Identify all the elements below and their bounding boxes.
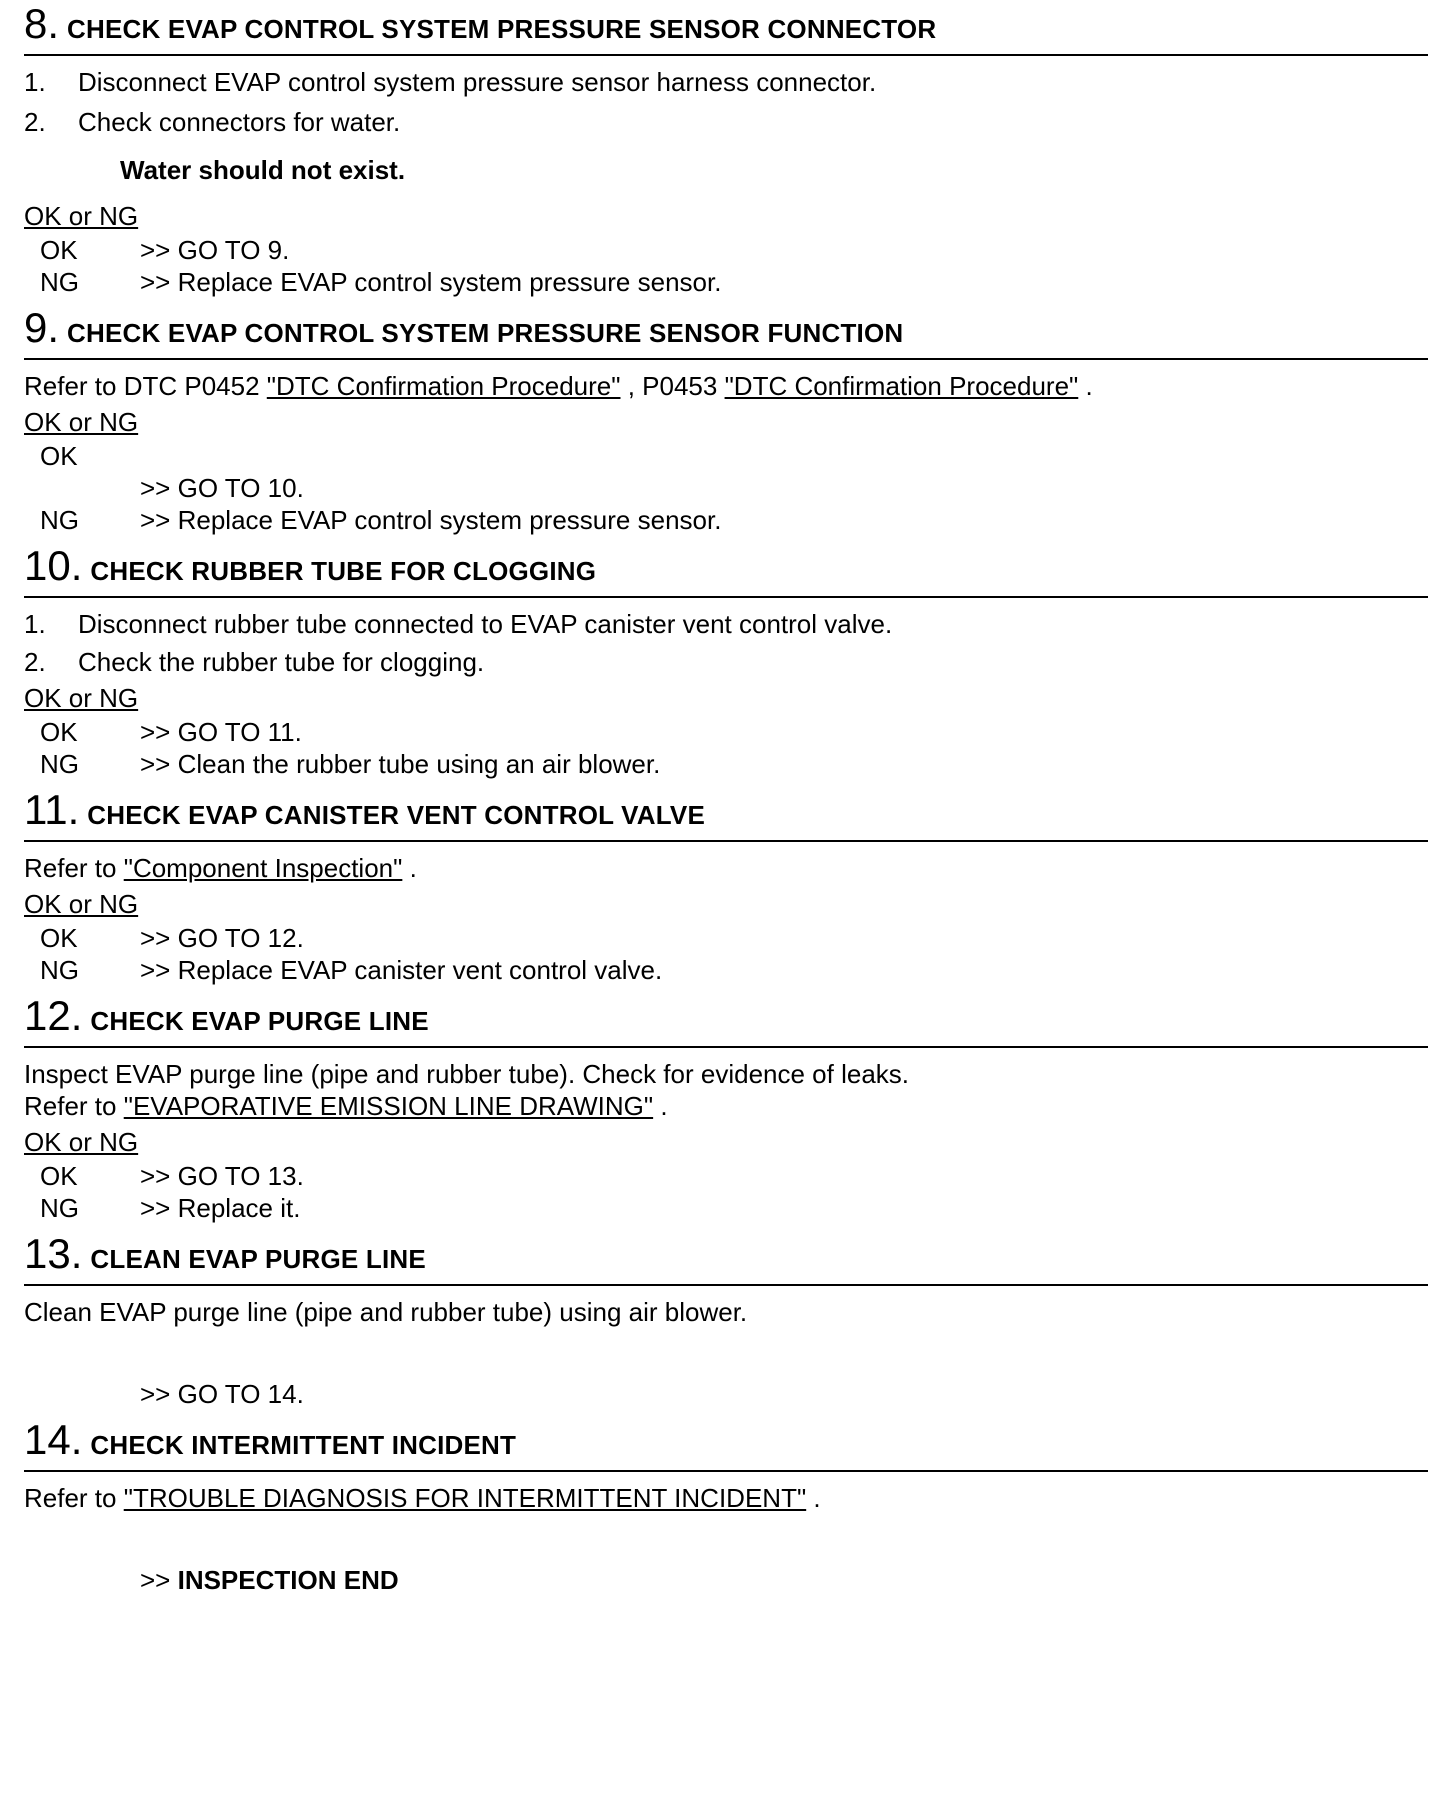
- result-ng: [24, 1192, 1428, 1224]
- result-ok: [24, 440, 1428, 472]
- result-ng: [24, 954, 1428, 986]
- result-code: OK: [40, 235, 78, 265]
- refer-text: , P0453: [620, 371, 725, 401]
- trouble-diagnosis-intermittent-incident-link[interactable]: "TROUBLE DIAGNOSIS FOR INTERMITTENT INCIDENT": [123, 1483, 807, 1513]
- refer-text: .: [402, 853, 417, 883]
- step-14: [24, 1416, 1428, 1596]
- result-action: >> Replace EVAP control system pressure sensor.: [140, 267, 722, 297]
- step-number: 13.: [24, 1230, 83, 1277]
- refer-text: Refer to: [24, 1483, 124, 1513]
- result-code: NG: [40, 267, 79, 297]
- result-code: NG: [40, 1193, 79, 1223]
- step-number: 8.: [24, 0, 60, 47]
- result-ok: [24, 234, 1428, 266]
- dtc-confirmation-link-p0452[interactable]: "DTC Confirmation Procedure": [266, 371, 621, 401]
- result-code: OK: [40, 441, 78, 471]
- step-header: [24, 1230, 1428, 1286]
- step-12: [24, 992, 1428, 1224]
- step-title: CHECK INTERMITTENT INCIDENT: [90, 1430, 517, 1460]
- item-number: 1.: [24, 67, 46, 97]
- dtc-confirmation-link-p0453[interactable]: "DTC Confirmation Procedure": [724, 371, 1079, 401]
- spec-statement: Water should not exist.: [120, 155, 406, 185]
- result-code: OK: [40, 1161, 78, 1191]
- step-number: 12.: [24, 992, 83, 1039]
- step-10: [24, 542, 1428, 780]
- step-title: CHECK EVAP CONTROL SYSTEM PRESSURE SENSOR FUNCTION: [67, 318, 904, 348]
- refer-text: Refer to: [24, 853, 124, 883]
- result-action: >> GO TO 9.: [140, 235, 290, 265]
- item-text: Disconnect EVAP control system pressure sensor harness connector.: [78, 67, 877, 97]
- end-arrow: >>: [140, 1565, 178, 1595]
- refer-line: [24, 1482, 1428, 1514]
- end-text: INSPECTION END: [177, 1565, 399, 1595]
- inspection-end: [24, 1564, 1428, 1596]
- instruction-item: [24, 66, 1428, 98]
- refer-text: .: [806, 1483, 821, 1513]
- item-number: 2.: [24, 107, 46, 137]
- step-title: CHECK RUBBER TUBE FOR CLOGGING: [90, 556, 597, 586]
- step-number: 9.: [24, 304, 60, 351]
- result-ng: [24, 504, 1428, 536]
- evaporative-emission-line-drawing-link[interactable]: "EVAPORATIVE EMISSION LINE DRAWING": [123, 1091, 654, 1121]
- result-action: >> GO TO 11.: [140, 717, 302, 747]
- step-13: [24, 1230, 1428, 1410]
- step-title: CHECK EVAP CANISTER VENT CONTROL VALVE: [87, 800, 705, 830]
- refer-line: [24, 1090, 1428, 1122]
- step-header: [24, 992, 1428, 1048]
- result-code: OK: [40, 717, 78, 747]
- step-header: [24, 786, 1428, 842]
- result-action: >> GO TO 14.: [140, 1379, 304, 1409]
- refer-text: .: [1078, 371, 1093, 401]
- refer-text: .: [653, 1091, 668, 1121]
- result-ok: [24, 922, 1428, 954]
- clean-text: Clean EVAP purge line (pipe and rubber tube) using air blower.: [24, 1297, 748, 1327]
- result-ok: [24, 1160, 1428, 1192]
- ok-or-ng-label: OK or NG: [24, 889, 139, 919]
- item-text: Check connectors for water.: [78, 107, 401, 137]
- result-action: >> Replace EVAP control system pressure sensor.: [140, 505, 722, 535]
- result-ok: [24, 716, 1428, 748]
- instruction-item: [24, 106, 1428, 138]
- step-header: [24, 542, 1428, 598]
- refer-text: Refer to: [24, 1091, 124, 1121]
- step-title: CHECK EVAP CONTROL SYSTEM PRESSURE SENSOR CONNECTOR: [67, 14, 937, 44]
- ok-or-ng-label: OK or NG: [24, 407, 139, 437]
- result-code: NG: [40, 505, 79, 535]
- result-code: NG: [40, 749, 79, 779]
- step-number: 11.: [24, 786, 80, 833]
- result-code: NG: [40, 955, 79, 985]
- item-number: 2.: [24, 647, 46, 677]
- step-title: CLEAN EVAP PURGE LINE: [90, 1244, 426, 1274]
- item-text: Check the rubber tube for clogging.: [78, 647, 485, 677]
- refer-line: [24, 370, 1428, 402]
- step-header: [24, 1416, 1428, 1472]
- inspection-text: Inspect EVAP purge line (pipe and rubber tube). Check for evidence of leaks.: [24, 1059, 910, 1089]
- ok-or-ng-label: OK or NG: [24, 683, 139, 713]
- result-code: OK: [40, 923, 78, 953]
- result-action: >> GO TO 12.: [140, 923, 304, 953]
- component-inspection-link[interactable]: "Component Inspection": [123, 853, 403, 883]
- step-9: [24, 304, 1428, 536]
- step-number: 14.: [24, 1416, 83, 1463]
- step-header: [24, 0, 1428, 56]
- step-number: 10.: [24, 542, 83, 589]
- result-action: >> Clean the rubber tube using an air blower.: [140, 749, 661, 779]
- result-action: >> GO TO 10.: [140, 473, 304, 503]
- step-8: [24, 0, 1428, 298]
- result-action: >> Replace EVAP canister vent control valve.: [140, 955, 663, 985]
- result-ng: [24, 748, 1428, 780]
- result-action: >> GO TO 13.: [140, 1161, 304, 1191]
- result-action: >> Replace it.: [140, 1193, 301, 1223]
- ok-or-ng-label: OK or NG: [24, 1127, 139, 1157]
- instruction-item: [24, 646, 1428, 678]
- instruction-item: [24, 608, 1428, 640]
- result-ng: [24, 266, 1428, 298]
- ok-or-ng-label: OK or NG: [24, 201, 139, 231]
- item-text: Disconnect rubber tube connected to EVAP canister vent control valve.: [78, 609, 893, 639]
- step-11: [24, 786, 1428, 986]
- refer-line: [24, 852, 1428, 884]
- step-title: CHECK EVAP PURGE LINE: [90, 1006, 429, 1036]
- item-number: 1.: [24, 609, 46, 639]
- refer-text: Refer to DTC P0452: [24, 371, 267, 401]
- step-header: [24, 304, 1428, 360]
